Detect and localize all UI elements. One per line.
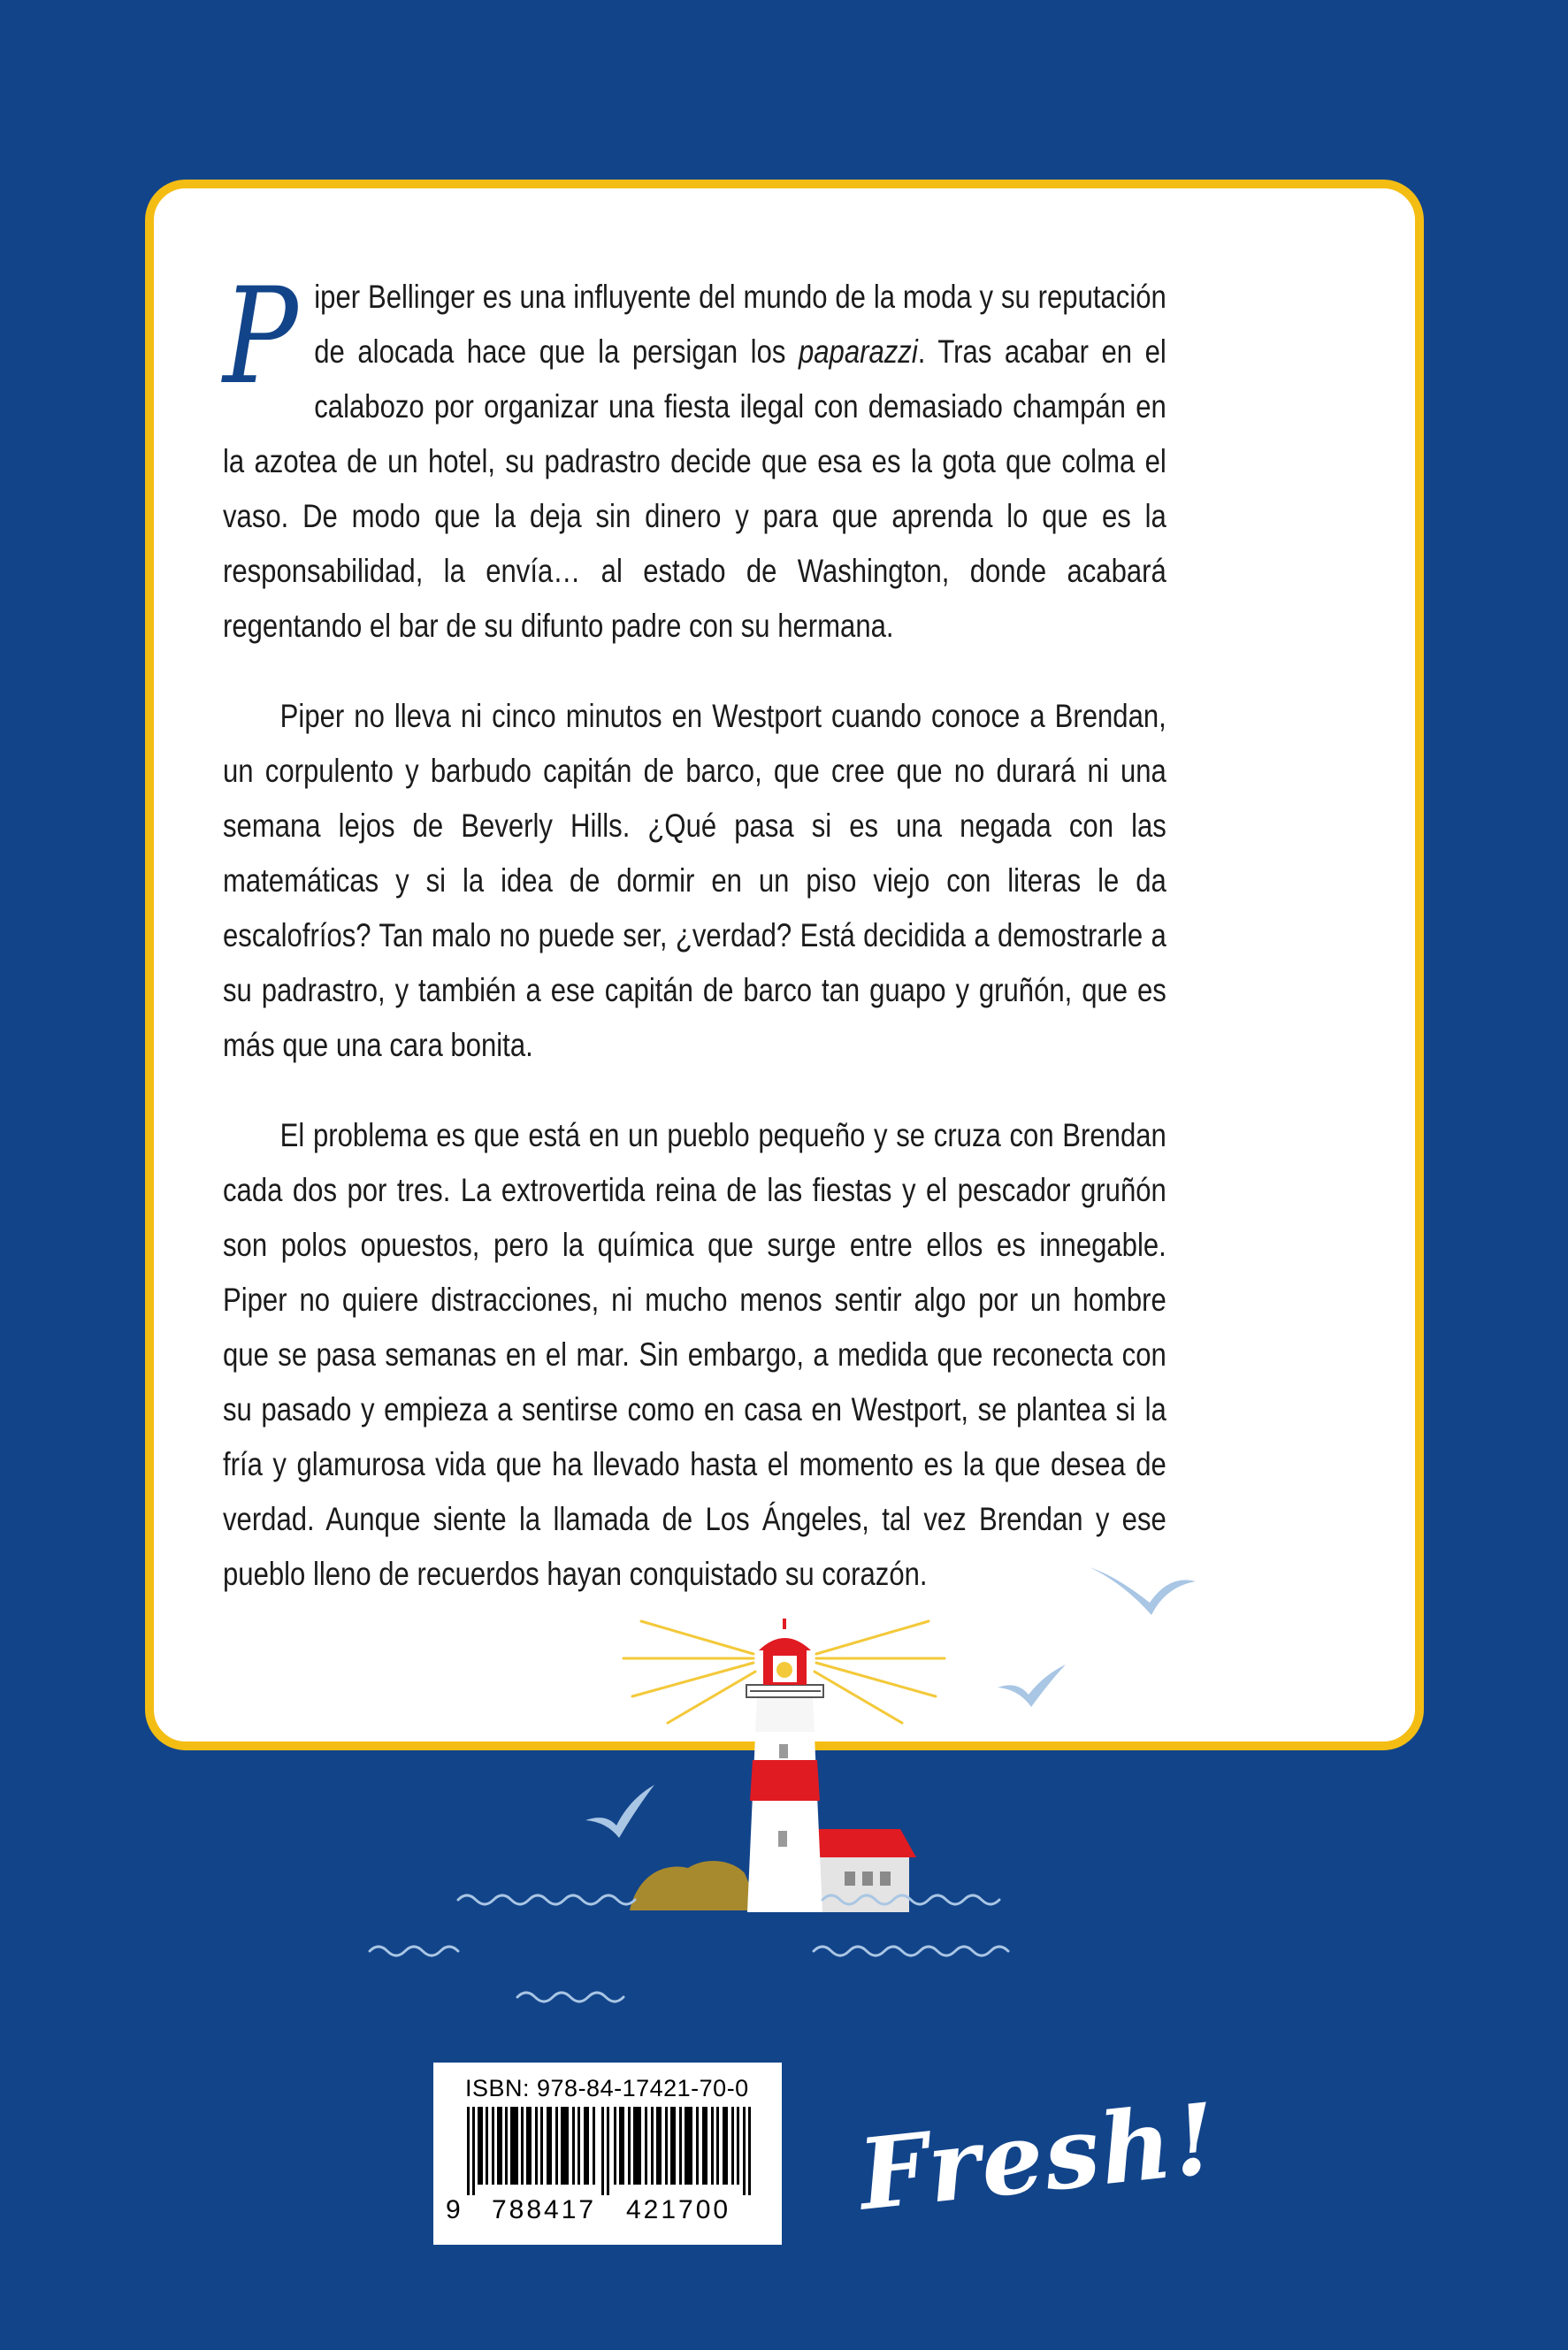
waves: [370, 1895, 1008, 2002]
synopsis-paragraph-3: El problema es que está en un pueblo pequeño y se cruza con Brendan cada dos por tres. La extrovertida reina de las fiestas y el pescador gruñón son polos opuestos, pero la química que surge entre ellos es innegable. Piper no quiere distracciones, ni mucho menos sentir algo por un hombre que se pasa semanas en el mar. Sin embargo, a medida que reconecta con su pasado y empieza a sentirse como en casa en Westport, se plantea si la fría y glamurosa vida que ha llevado hasta el momento es la que desea de verdad. Aunque siente la llamada de Los Ángeles, tal vez Brendan y ese pueblo lleno de recuerdos hayan conquistado su corazón.: [223, 1117, 1166, 1592]
synopsis-paragraph-2: Piper no lleva ni cinco minutos en Westport cuando conoce a Brendan, un corpulento y barbudo capitán de barco, que cree que no durará ni una semana lejos de Beverly Hills. ¿Qué pasa si es una negada con las matemáticas y si la idea de dormir en un piso viejo con literas le da escalofríos? Tan malo no puede ser, ¿verdad? Está decidida a demostrarle a su padrastro, y también a ese capitán de barco tan guapo y gruñón, que es más que una cara bonita.: [223, 698, 1166, 1063]
publisher-logo: Fresh!: [853, 2080, 1223, 2232]
wave-icon: [458, 1895, 635, 1904]
lighthouse-icon: [746, 1619, 823, 1912]
barcode-block: [433, 2063, 782, 2245]
wave-icon: [370, 1947, 458, 1956]
wave-icon: [814, 1947, 1008, 1956]
barcode-icon: [451, 2107, 766, 2195]
barcode-digit-first: 9: [446, 2195, 463, 2224]
drop-cap: P: [223, 260, 298, 414]
wave-icon: [517, 1993, 623, 2002]
seagulls: [585, 1567, 1196, 1838]
barcode-digits-right: 421700: [626, 2195, 731, 2224]
seagull-icon: [585, 1785, 654, 1838]
rock-icon: [630, 1861, 761, 1910]
seagull-icon: [998, 1665, 1066, 1707]
synopsis-paragraph-1: Piper Bellinger es una influyente del mundo de la moda y su reputación de alocada hace que la persigan los paparazzi. Tras acabar en el calabozo por organizar una fiesta ilegal con demasiado champán en la azotea de un hotel, su padrastro decide que esa es la gota que colma el vaso. De modo que la deja sin dinero y para que aprenda lo que es la responsabilidad, la envía… al estado de Washington, donde acabará regentando el bar de su difunto padre con su hermana.: [223, 260, 1166, 644]
barcode-digits-left: 788417: [492, 2195, 597, 2224]
isbn-label: ISBN: 978-84-17421-70-0: [465, 2075, 749, 2101]
seagull-icon: [1090, 1567, 1196, 1615]
